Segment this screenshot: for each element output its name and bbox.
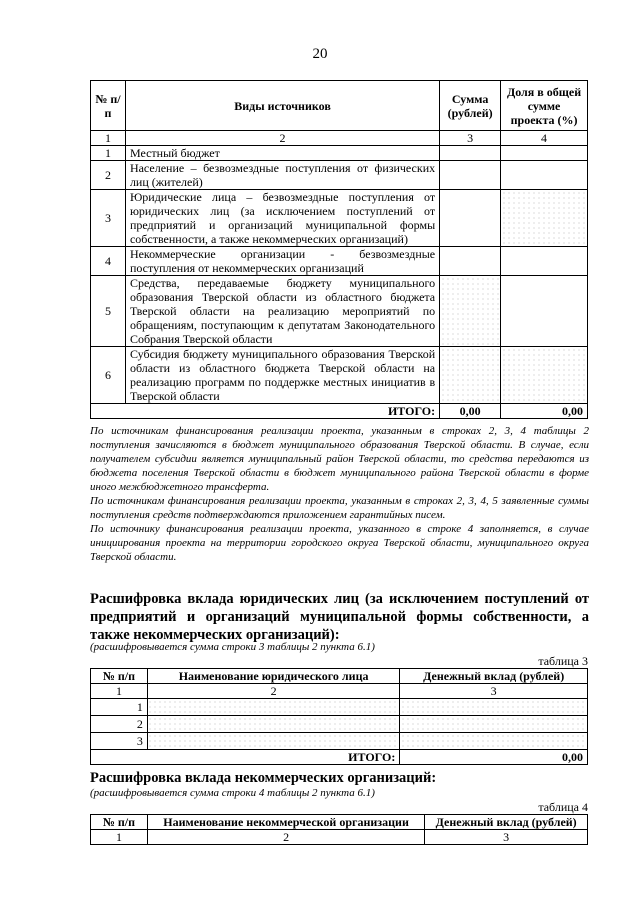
col-header-contribution: Денежный вклад (рублей): [425, 815, 588, 830]
section-heading-legal-entities: Расшифровка вклада юридических лиц (за исключением поступлений от предприятий и организаций муниципальной формы собственности, а также некоммерческих организаций):: [90, 591, 589, 643]
section-subtitle: (расшифровывается сумма строки 3 таблицы 2 пункта 6.1): [90, 641, 375, 653]
sum-cell[interactable]: [440, 347, 501, 404]
row-number: 1: [91, 146, 126, 161]
index-cell: 1: [91, 684, 148, 699]
col-header-sum: Сумма (рублей): [440, 81, 501, 131]
col-header-source: Виды источников: [125, 81, 439, 131]
contribution-cell[interactable]: [400, 699, 588, 716]
row-number: 6: [91, 347, 126, 404]
index-cell: 3: [400, 684, 588, 699]
table-caption: таблица 4: [538, 800, 588, 814]
row-number: 2: [91, 716, 148, 733]
source-name: Местный бюджет: [125, 146, 439, 161]
note-paragraph: По источнику финансирования реализации проекта, указанного в строке 4 заполняется, в случае инициирования проекта на территории городского округа Тверской области, муниципального округа Тверской области.: [90, 523, 589, 563]
total-label: ИТОГО:: [91, 404, 440, 419]
col-header-num: № п/п: [91, 81, 126, 131]
source-name: Население – безвозмездные поступления от физических лиц (жителей): [125, 161, 439, 190]
index-cell: 1: [91, 131, 126, 146]
row-number: 2: [91, 161, 126, 190]
section-subtitle: (расшифровывается сумма строки 4 таблицы 2 пункта 6.1): [90, 787, 375, 799]
table-row: [91, 347, 588, 404]
table-header-row: [91, 669, 588, 684]
sum-cell[interactable]: [440, 146, 501, 161]
sum-cell[interactable]: [440, 276, 501, 347]
index-cell: 4: [501, 131, 588, 146]
note-paragraph: По источникам финансирования реализации проекта, указанным в строках 2, 3, 4, 5 заявленные суммы поступления средств подтверждаются приложением гарантийных писем.: [90, 495, 589, 521]
nonprofits-table: [90, 814, 588, 845]
col-header-name: Наименование юридического лица: [147, 669, 399, 684]
col-header-num: № п/п: [91, 669, 148, 684]
source-name: Субсидия бюджету муниципального образования Тверской области из областного бюджета Тверской области на реализацию программ по поддержке местных инициатив в Тверской области: [125, 347, 439, 404]
table-row: [91, 247, 588, 276]
source-name: Средства, передаваемые бюджету муниципального образования Тверской области из областного бюджета Тверской области на реализацию мероприятий по обращениям, поступающим к депутатам Законодательного Собрания Тверской области: [125, 276, 439, 347]
total-row: [91, 750, 588, 765]
table-caption: таблица 3: [538, 654, 588, 668]
row-number: 1: [91, 699, 148, 716]
legal-entities-table: [90, 668, 588, 765]
share-cell[interactable]: [501, 190, 588, 247]
table-row: [91, 276, 588, 347]
share-cell[interactable]: [501, 276, 588, 347]
notes-block: [90, 424, 589, 564]
name-cell[interactable]: [147, 733, 399, 750]
share-cell[interactable]: [501, 146, 588, 161]
table-row: [91, 161, 588, 190]
page-number: 20: [312, 46, 328, 62]
col-header-num: № п/п: [91, 815, 148, 830]
share-cell[interactable]: [501, 161, 588, 190]
index-cell: 3: [440, 131, 501, 146]
source-name: Некоммерческие организации - безвозмездные поступления от некоммерческих организаций: [125, 247, 439, 276]
index-row: [91, 684, 588, 699]
total-label: ИТОГО:: [91, 750, 400, 765]
source-name: Юридические лица – безвозмездные поступления от юридических лиц (за исключением поступлений от предприятий и организаций муниципальной формы собственности, а также некоммерческих организаций): [125, 190, 439, 247]
index-cell: 2: [125, 131, 439, 146]
name-cell[interactable]: [147, 716, 399, 733]
row-number: 3: [91, 190, 126, 247]
col-header-contribution: Денежный вклад (рублей): [400, 669, 588, 684]
total-share: 0,00: [501, 404, 588, 419]
table-row: [91, 716, 588, 733]
note-paragraph: По источникам финансирования реализации проекта, указанным в строках 2, 3, 4 таблицы 2 поступления зачисляются в бюджет муниципального образования Тверской области. В случае, если получателем субсидии является муниципальный район Тверской области, то средства передаются из бюджета поселения Тверской области в бюджет муниципального района Тверской области в форме иного межбюджетного трансферта.: [90, 425, 589, 493]
index-cell: 2: [147, 830, 424, 845]
sum-cell[interactable]: [440, 190, 501, 247]
col-header-name: Наименование некоммерческой организации: [147, 815, 424, 830]
sum-cell[interactable]: [440, 247, 501, 276]
section-heading-nonprofits: Расшифровка вклада некоммерческих организаций:: [90, 770, 437, 786]
share-cell[interactable]: [501, 247, 588, 276]
funding-sources-table: [90, 80, 588, 419]
total-row: [91, 404, 588, 419]
table-header-row: [91, 81, 588, 131]
sum-cell[interactable]: [440, 161, 501, 190]
row-number: 3: [91, 733, 148, 750]
table-row: [91, 190, 588, 247]
contribution-cell[interactable]: [400, 716, 588, 733]
name-cell[interactable]: [147, 699, 399, 716]
table-row: [91, 146, 588, 161]
share-cell[interactable]: [501, 347, 588, 404]
total-value: 0,00: [400, 750, 588, 765]
index-row: [91, 131, 588, 146]
index-cell: 3: [425, 830, 588, 845]
contribution-cell[interactable]: [400, 733, 588, 750]
col-header-share: Доля в общей сумме проекта (%): [501, 81, 588, 131]
index-cell: 2: [147, 684, 399, 699]
row-number: 4: [91, 247, 126, 276]
total-sum: 0,00: [440, 404, 501, 419]
table-row: [91, 699, 588, 716]
row-number: 5: [91, 276, 126, 347]
table-row: [91, 733, 588, 750]
table-header-row: [91, 815, 588, 830]
index-cell: 1: [91, 830, 148, 845]
index-row: [91, 830, 588, 845]
